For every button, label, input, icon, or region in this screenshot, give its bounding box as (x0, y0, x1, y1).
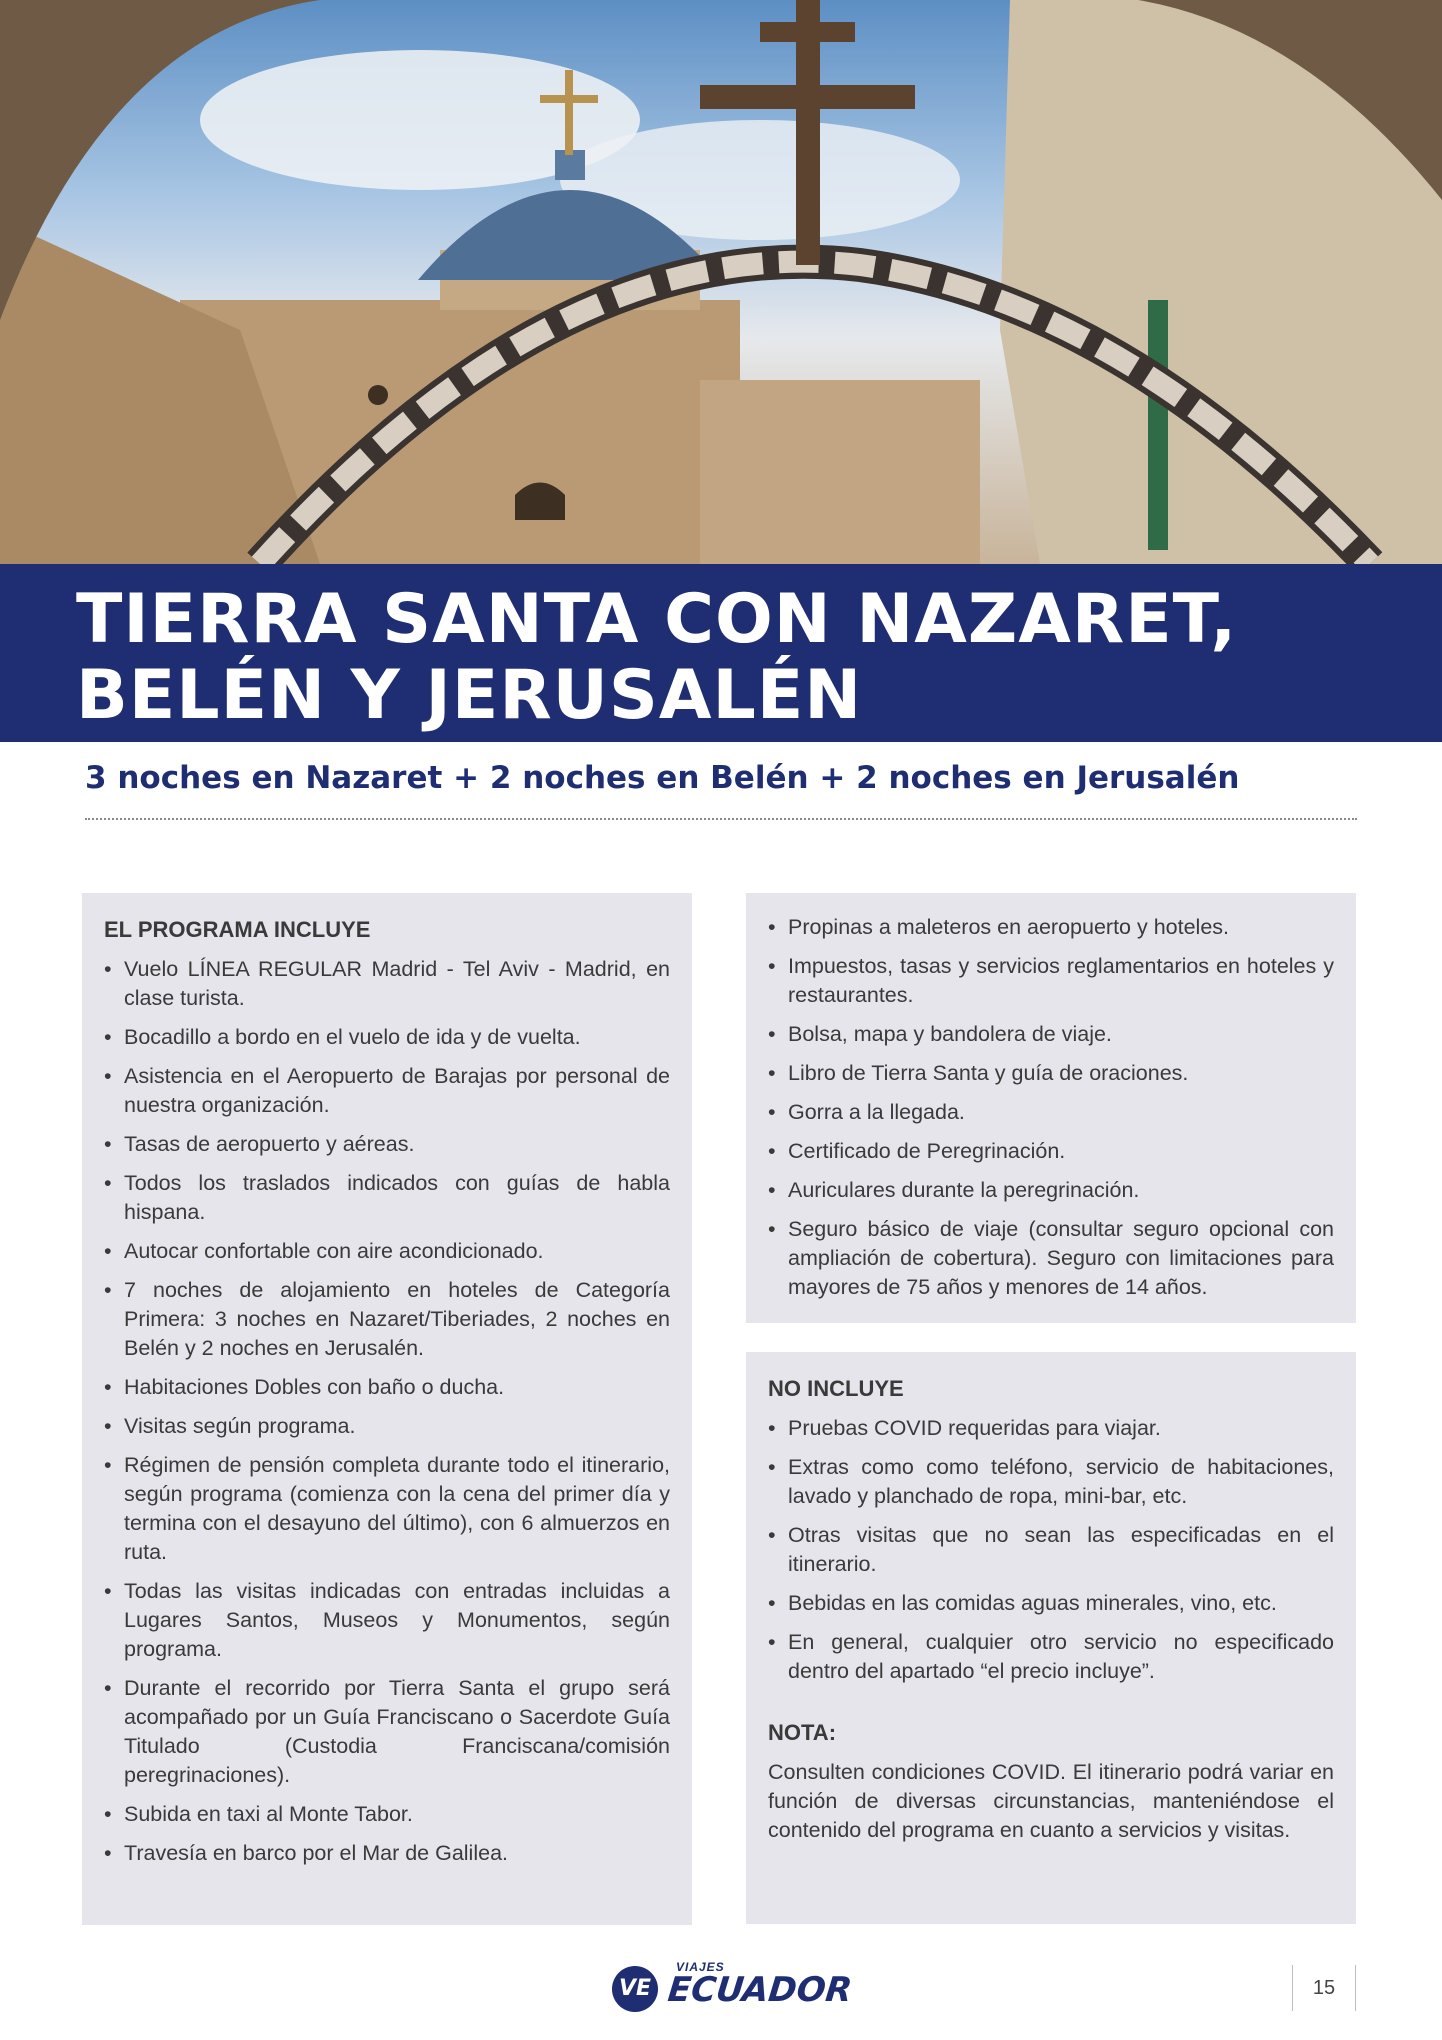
logo-small-text: VIAJES (676, 1960, 725, 1974)
page-number: 15 (1292, 1965, 1356, 2011)
list-item: • 7 noches de alojamiento en hoteles de Categoría Primera: 3 noches en Nazaret/Tiberiades, 2 noches en Belén y 2 noches en Jerusalén. (104, 1276, 670, 1363)
viajes-ecuador-logo (612, 1960, 854, 2014)
list-item: • Visitas según programa. (104, 1412, 670, 1441)
list-item: • Habitaciones Dobles con baño o ducha. (104, 1373, 670, 1402)
list-item: • Todos los traslados indicados con guías de habla hispana. (104, 1169, 670, 1227)
nota-heading: NOTA: (768, 1720, 837, 1745)
list-item: • Durante el recorrido por Tierra Santa el grupo será acompañado por un Guía Franciscano o Sacerdote Guía Titulado (Custodia Franciscana/comisión peregrinaciones). (104, 1674, 670, 1790)
no-incluye-box (746, 1352, 1356, 1924)
list-item: • Propinas a maleteros en aeropuerto y hoteles. (768, 913, 1334, 942)
incluye-box (82, 893, 692, 1925)
list-item: • Subida en taxi al Monte Tabor. (104, 1800, 670, 1829)
list-item: • Todas las visitas indicadas con entradas incluidas a Lugares Santos, Museos y Monumentos, según programa. (104, 1577, 670, 1664)
hero-photo (0, 0, 1442, 564)
list-item: • Asistencia en el Aeropuerto de Barajas por personal de nuestra organización. (104, 1062, 670, 1120)
logo-big-text: ECUADOR (665, 1970, 854, 2010)
list-item: • En general, cualquier otro servicio no especificado dentro del apartado “el precio incluye”. (768, 1628, 1334, 1686)
subtitle: 3 noches en Nazaret + 2 noches en Belén + 2 noches en Jerusalén (85, 760, 1240, 796)
list-item: • Seguro básico de viaje (consultar seguro opcional con ampliación de cobertura). Seguro con limitaciones para mayores de 75 años y menores de 14 años. (768, 1215, 1334, 1302)
list-item: • Gorra a la llegada. (768, 1098, 1334, 1127)
list-item: • Travesía en barco por el Mar de Galilea. (104, 1839, 670, 1868)
list-item: • Certificado de Peregrinación. (768, 1137, 1334, 1166)
jerusalem-arch-illustration (0, 0, 1442, 564)
list-item: • Extras como como teléfono, servicio de habitaciones, lavado y planchado de ropa, mini-bar, etc. (768, 1453, 1334, 1511)
list-item: • Libro de Tierra Santa y guía de oraciones. (768, 1059, 1334, 1088)
no-incluye-list (768, 1414, 1334, 1686)
incluye-list (104, 955, 670, 1868)
list-item: • Vuelo LÍNEA REGULAR Madrid - Tel Aviv - Madrid, en clase turista. (104, 955, 670, 1013)
list-item: • Bocadillo a bordo en el vuelo de ida y de vuelta. (104, 1023, 670, 1052)
title-line-1: TIERRA SANTA CON NAZARET, (76, 580, 1238, 659)
list-item: • Otras visitas que no sean las especificadas en el itinerario. (768, 1521, 1334, 1579)
incluye-continued-list (768, 913, 1334, 1302)
list-item: • Impuestos, tasas y servicios reglamentarios en hoteles y restaurantes. (768, 952, 1334, 1010)
nota-text: Consulten condiciones COVID. El itinerario podrá variar en función de diversas circunstancias, manteniéndose el contenido del programa en cuanto a servicios y visitas. (768, 1760, 1334, 1842)
list-item: • Autocar confortable con aire acondicionado. (104, 1237, 670, 1266)
list-item: • Pruebas COVID requeridas para viajar. (768, 1414, 1334, 1443)
page-title (76, 582, 1237, 734)
incluye-heading: EL PROGRAMA INCLUYE (104, 917, 371, 942)
title-band (0, 564, 1442, 742)
list-item: • Régimen de pensión completa durante todo el itinerario, según programa (comienza con la cena del primer día y termina con el desayuno del último), con 6 almuerzos en ruta. (104, 1451, 670, 1567)
list-item: • Auriculares durante la peregrinación. (768, 1176, 1334, 1205)
incluye-continued-box (746, 893, 1356, 1323)
title-line-2: BELÉN Y JERUSALÉN (76, 656, 863, 735)
list-item: • Bolsa, mapa y bandolera de viaje. (768, 1020, 1334, 1049)
logo-mark-icon: VE (612, 1966, 658, 2012)
list-item: • Tasas de aeropuerto y aéreas. (104, 1130, 670, 1159)
list-item: • Bebidas en las comidas aguas minerales, vino, etc. (768, 1589, 1334, 1618)
dotted-divider (85, 818, 1357, 820)
no-incluye-heading: NO INCLUYE (768, 1376, 904, 1401)
